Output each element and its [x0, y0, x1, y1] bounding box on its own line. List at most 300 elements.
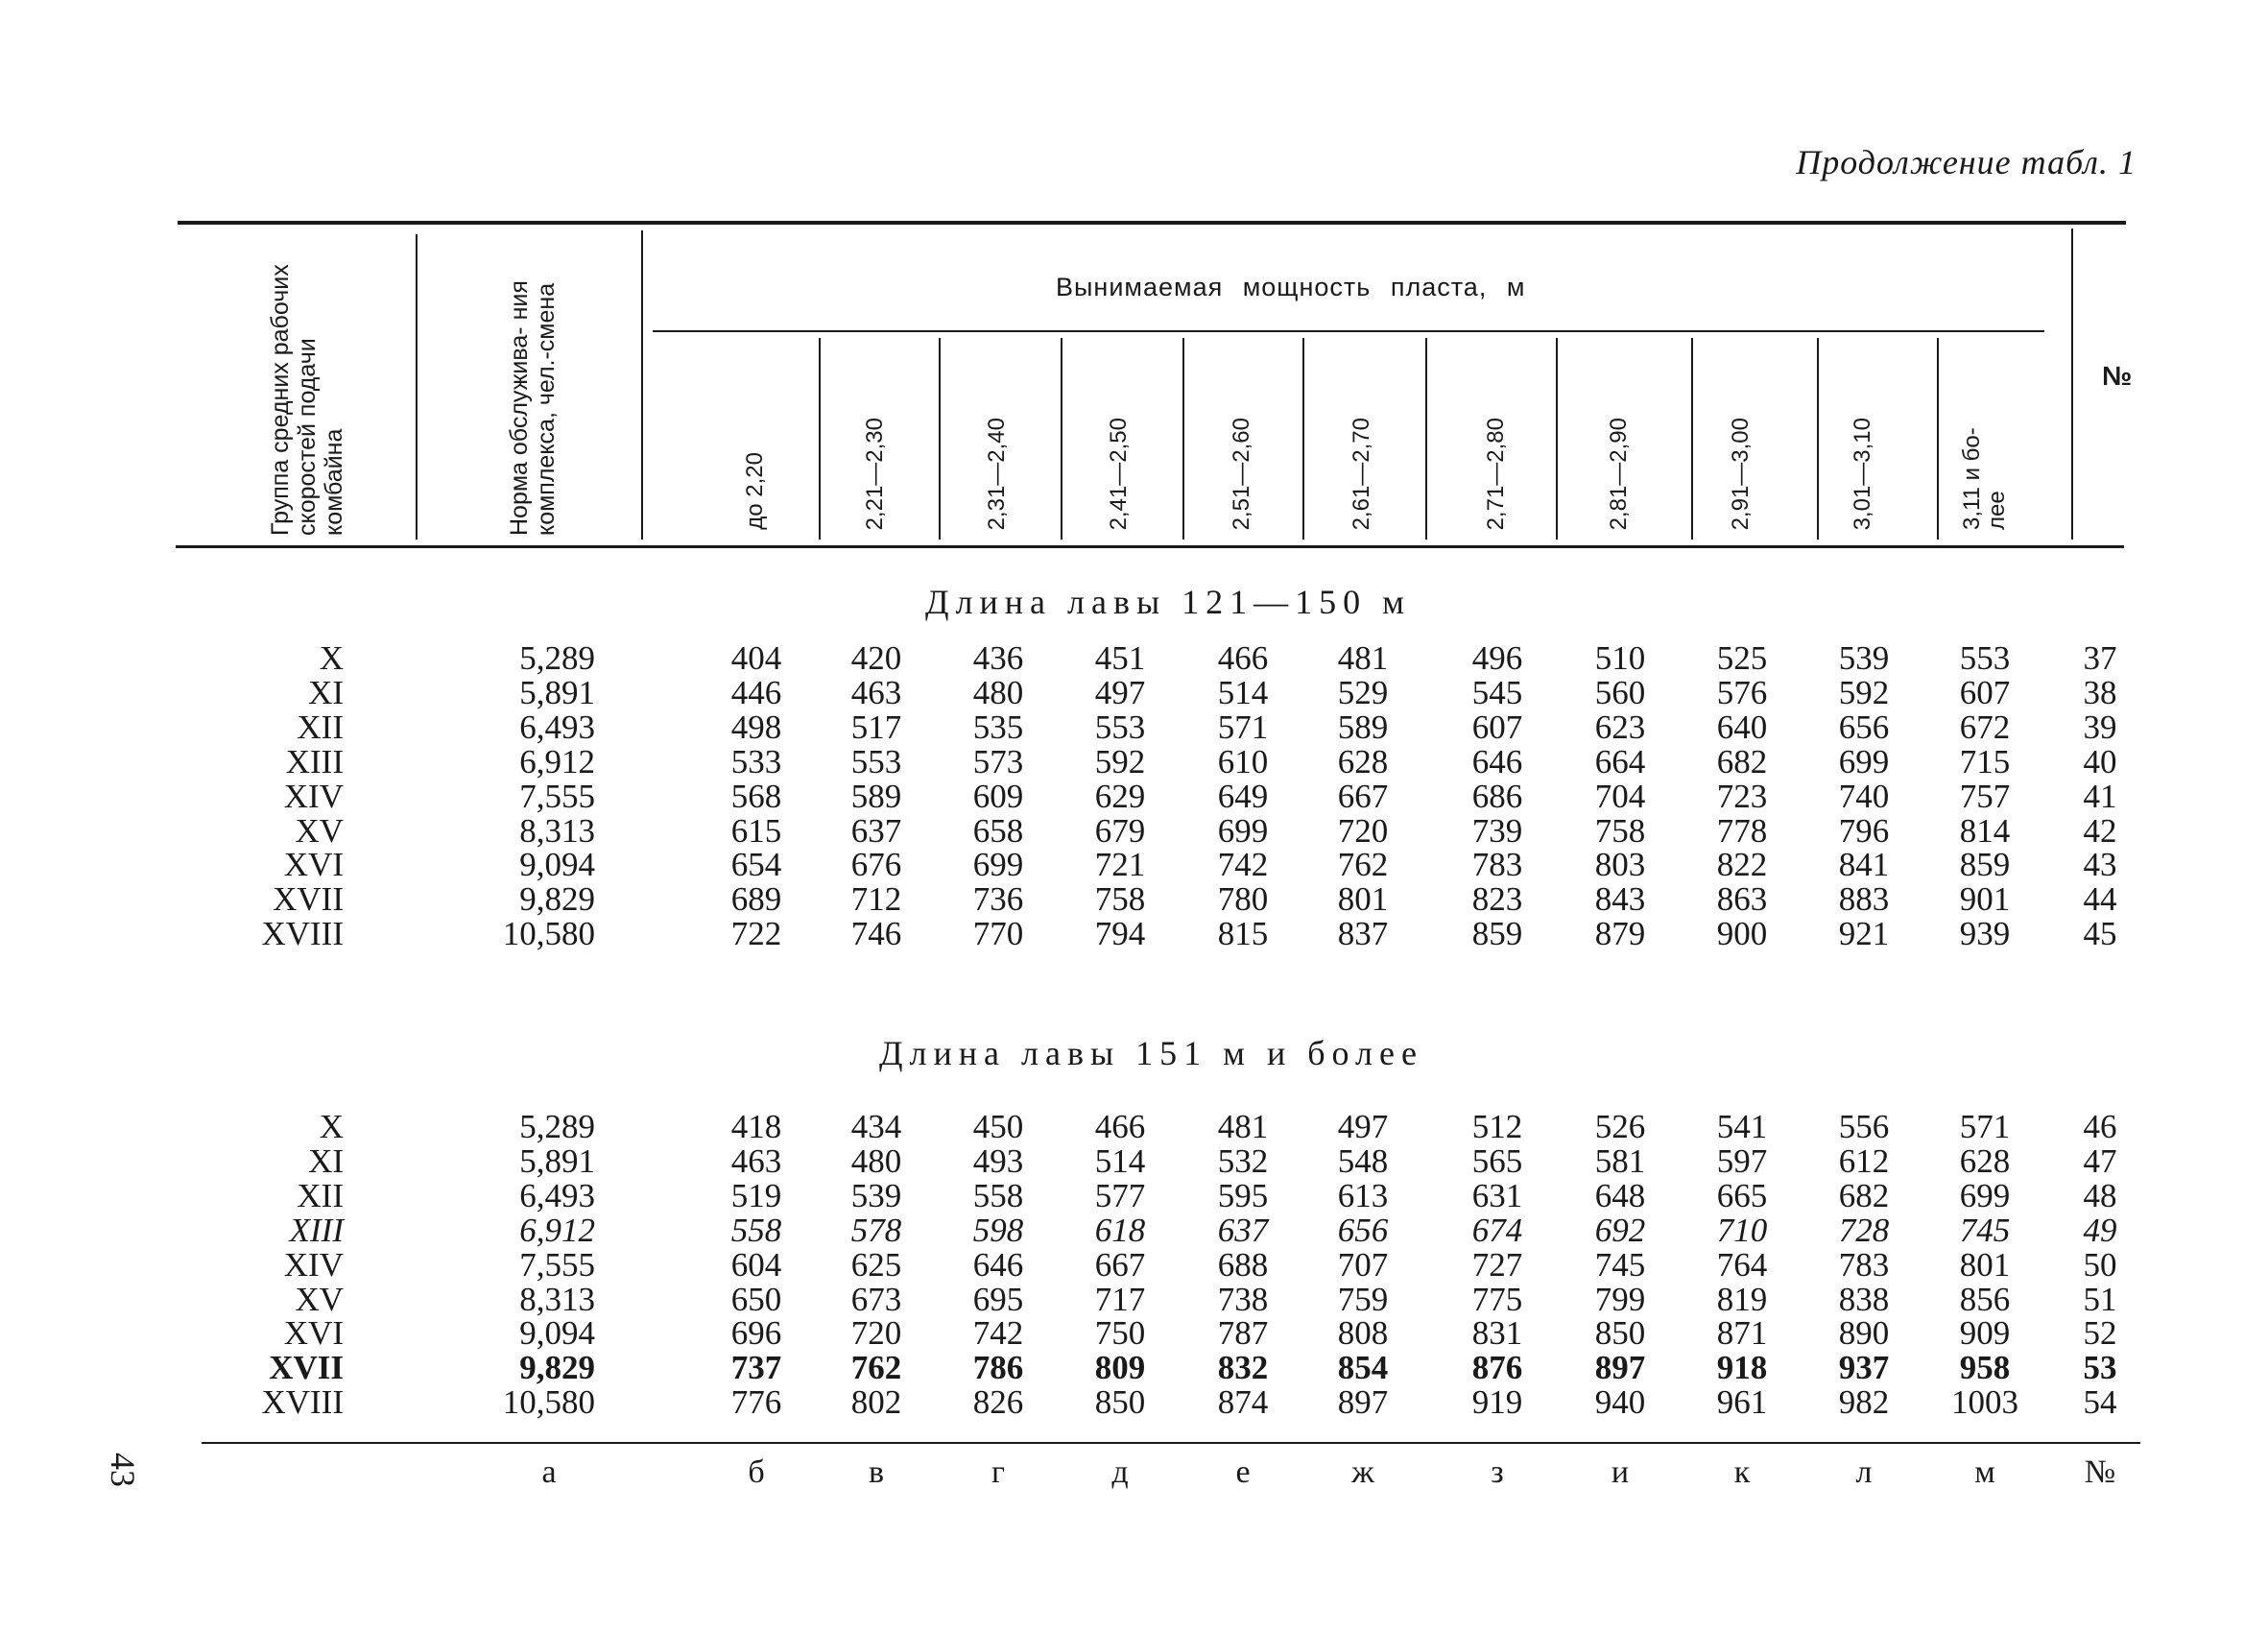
norm-cell: 6,493 [519, 708, 595, 746]
value-cell: 699 [1959, 1176, 2011, 1214]
value-cell: 420 [850, 639, 902, 677]
value-cell: 699 [972, 846, 1024, 884]
value-cell: 514 [1217, 673, 1269, 711]
value-cell: 658 [972, 811, 1024, 850]
row-number-cell: 37 [2083, 639, 2117, 677]
value-cell: 573 [972, 742, 1024, 780]
value-cell: 571 [1959, 1108, 2011, 1145]
group-cell: XII [297, 708, 344, 746]
footer-letter: б [748, 1454, 765, 1490]
value-cell: 597 [1716, 1141, 1768, 1180]
group-cell: XVIII [261, 915, 344, 953]
value-cell: 742 [1217, 846, 1269, 884]
row-number-cell: 48 [2083, 1176, 2117, 1214]
value-cell: 517 [850, 708, 902, 746]
value-cell: 667 [1337, 777, 1389, 815]
value-cell: 548 [1337, 1141, 1389, 1180]
value-cell: 799 [1594, 1280, 1646, 1318]
value-cell: 710 [1716, 1211, 1768, 1249]
thickness-column-header: 2,41—2,50 [1106, 417, 1132, 530]
value-cell: 625 [850, 1245, 902, 1284]
group-cell: X [319, 639, 344, 677]
row-number-cell: 42 [2083, 811, 2117, 850]
value-cell: 598 [972, 1211, 1024, 1249]
value-cell: 510 [1594, 639, 1646, 677]
group-cell: XIV [283, 777, 344, 815]
value-cell: 436 [972, 639, 1024, 677]
value-cell: 539 [1838, 639, 1890, 677]
value-cell: 832 [1217, 1349, 1269, 1387]
footer-rule [202, 1442, 2140, 1444]
value-cell: 637 [1217, 1211, 1269, 1249]
group-cell: XI [308, 1141, 344, 1180]
value-cell: 727 [1471, 1245, 1523, 1284]
value-cell: 568 [730, 777, 782, 815]
norm-cell: 5,289 [519, 1108, 595, 1145]
value-cell: 728 [1838, 1211, 1890, 1249]
top-rule [178, 221, 2126, 225]
value-cell: 682 [1838, 1176, 1890, 1214]
thickness-column-header: 3,01—3,10 [1850, 417, 1875, 530]
norm-cell: 9,829 [519, 880, 595, 919]
row-number-cell: 45 [2083, 915, 2117, 953]
norm-cell: 10,580 [502, 915, 595, 953]
column-divider [1061, 338, 1062, 540]
value-cell: 783 [1471, 846, 1523, 884]
value-cell: 649 [1217, 777, 1269, 815]
thickness-span-header: Вынимаемая мощность пласта, м [1056, 273, 1526, 301]
value-cell: 890 [1838, 1314, 1890, 1353]
page-number: 43 [104, 1453, 142, 1487]
value-cell: 446 [730, 673, 782, 711]
value-cell: 514 [1094, 1141, 1146, 1180]
column-divider [1302, 338, 1304, 540]
value-cell: 859 [1471, 915, 1523, 953]
value-cell: 939 [1959, 915, 2011, 953]
norm-cell: 10,580 [502, 1383, 595, 1422]
value-cell: 909 [1959, 1314, 2011, 1353]
value-cell: 560 [1594, 673, 1646, 711]
value-cell: 535 [972, 708, 1024, 746]
norm-cell: 5,289 [519, 639, 595, 677]
norm-cell: 6,493 [519, 1176, 595, 1214]
row-number-cell: 47 [2083, 1141, 2117, 1180]
value-cell: 780 [1217, 880, 1269, 919]
value-cell: 831 [1471, 1314, 1523, 1353]
group-cell: XVII [269, 1349, 344, 1387]
value-cell: 640 [1716, 708, 1768, 746]
value-cell: 682 [1716, 742, 1768, 780]
value-cell: 526 [1594, 1108, 1646, 1145]
group-cell: XIII [285, 742, 344, 780]
column-divider [819, 338, 821, 540]
value-cell: 692 [1594, 1211, 1646, 1249]
value-cell: 739 [1471, 811, 1523, 850]
value-cell: 776 [730, 1383, 782, 1422]
norm-cell: 9,094 [519, 846, 595, 884]
value-cell: 783 [1838, 1245, 1890, 1284]
value-cell: 803 [1594, 846, 1646, 884]
column-divider [1937, 338, 1939, 540]
span-rule [653, 330, 2044, 332]
value-cell: 823 [1471, 880, 1523, 919]
value-cell: 688 [1217, 1245, 1269, 1284]
value-cell: 480 [850, 1141, 902, 1180]
value-cell: 750 [1094, 1314, 1146, 1353]
value-cell: 704 [1594, 777, 1646, 815]
value-cell: 871 [1716, 1314, 1768, 1353]
row-number-cell: 43 [2083, 846, 2117, 884]
value-cell: 808 [1337, 1314, 1389, 1353]
value-cell: 553 [1959, 639, 2011, 677]
norm-cell: 8,313 [519, 811, 595, 850]
value-cell: 745 [1594, 1245, 1646, 1284]
value-cell: 434 [850, 1108, 902, 1145]
thickness-column-header: 3,11 и бо- лее [1959, 427, 2010, 530]
value-cell: 665 [1716, 1176, 1768, 1214]
value-cell: 958 [1959, 1349, 2011, 1387]
value-cell: 496 [1471, 639, 1523, 677]
value-cell: 613 [1337, 1176, 1389, 1214]
value-cell: 826 [972, 1383, 1024, 1422]
value-cell: 689 [730, 880, 782, 919]
norm-cell: 5,891 [519, 673, 595, 711]
value-cell: 796 [1838, 811, 1890, 850]
group-cell: XIV [283, 1245, 344, 1284]
value-cell: 674 [1471, 1211, 1523, 1249]
value-cell: 628 [1959, 1141, 2011, 1180]
value-cell: 576 [1716, 673, 1768, 711]
value-cell: 801 [1959, 1245, 2011, 1284]
value-cell: 723 [1716, 777, 1768, 815]
value-cell: 1003 [1951, 1383, 2018, 1422]
thickness-column-header: до 2,20 [742, 452, 768, 530]
value-cell: 673 [850, 1280, 902, 1318]
row-number-cell: 39 [2083, 708, 2117, 746]
value-cell: 553 [1094, 708, 1146, 746]
value-cell: 778 [1716, 811, 1768, 850]
value-cell: 481 [1217, 1108, 1269, 1145]
value-cell: 533 [730, 742, 782, 780]
value-cell: 874 [1217, 1383, 1269, 1422]
footer-letter: д [1111, 1454, 1129, 1490]
thickness-column-header: 2,61—2,70 [1349, 417, 1374, 530]
value-cell: 592 [1838, 673, 1890, 711]
norm-cell: 7,555 [519, 1245, 595, 1284]
value-cell: 525 [1716, 639, 1768, 677]
value-cell: 676 [850, 846, 902, 884]
value-cell: 721 [1094, 846, 1146, 884]
row-number-cell: 46 [2083, 1108, 2117, 1145]
value-cell: 607 [1471, 708, 1523, 746]
value-cell: 451 [1094, 639, 1146, 677]
value-cell: 737 [730, 1349, 782, 1387]
value-cell: 814 [1959, 811, 2011, 850]
thickness-column-header: 2,71—2,80 [1483, 417, 1509, 530]
footer-letter: № [2084, 1454, 2116, 1490]
value-cell: 664 [1594, 742, 1646, 780]
value-cell: 648 [1594, 1176, 1646, 1214]
footer-letter: г [991, 1454, 1005, 1490]
norm-column-header: Норма обслужива- ния комплекса, чел.-смена [506, 280, 560, 536]
section-title: Длина лавы 151 м и более [879, 1034, 1423, 1072]
value-cell: 466 [1217, 639, 1269, 677]
value-cell: 558 [972, 1176, 1024, 1214]
value-cell: 876 [1471, 1349, 1523, 1387]
value-cell: 794 [1094, 915, 1146, 953]
group-cell: XVI [283, 846, 344, 884]
value-cell: 581 [1594, 1141, 1646, 1180]
column-divider [1182, 338, 1184, 540]
value-cell: 742 [972, 1314, 1024, 1353]
norm-cell: 9,094 [519, 1314, 595, 1353]
thickness-column-header: 2,81—2,90 [1606, 417, 1632, 530]
norm-cell: 7,555 [519, 777, 595, 815]
footer-letter: а [541, 1454, 557, 1490]
value-cell: 592 [1094, 742, 1146, 780]
value-cell: 901 [1959, 880, 2011, 919]
value-cell: 656 [1337, 1211, 1389, 1249]
value-cell: 699 [1217, 811, 1269, 850]
group-column-header: Группа средних рабочих скоростей подачи комбайна [267, 264, 347, 536]
norm-cell: 6,912 [519, 742, 595, 780]
value-cell: 819 [1716, 1280, 1768, 1318]
value-cell: 577 [1094, 1176, 1146, 1214]
value-cell: 637 [850, 811, 902, 850]
thickness-column-header: 2,21—2,30 [862, 417, 888, 530]
value-cell: 463 [730, 1141, 782, 1180]
value-cell: 493 [972, 1141, 1024, 1180]
group-cell: XV [295, 811, 344, 850]
footer-letter: з [1491, 1454, 1504, 1490]
group-cell: XVII [273, 880, 344, 919]
value-cell: 578 [850, 1211, 902, 1249]
value-cell: 897 [1594, 1349, 1646, 1387]
column-divider [1425, 338, 1427, 540]
value-cell: 450 [972, 1108, 1024, 1145]
value-cell: 466 [1094, 1108, 1146, 1145]
group-cell: XII [297, 1176, 344, 1214]
value-cell: 519 [730, 1176, 782, 1214]
value-cell: 480 [972, 673, 1024, 711]
value-cell: 736 [972, 880, 1024, 919]
value-cell: 628 [1337, 742, 1389, 780]
value-cell: 512 [1471, 1108, 1523, 1145]
value-cell: 919 [1471, 1383, 1523, 1422]
value-cell: 854 [1337, 1349, 1389, 1387]
value-cell: 918 [1716, 1349, 1768, 1387]
group-cell: X [319, 1108, 344, 1145]
norm-cell: 9,829 [519, 1349, 595, 1387]
row-number-cell: 50 [2083, 1245, 2117, 1284]
value-cell: 937 [1838, 1349, 1890, 1387]
header-divider [2071, 228, 2073, 540]
value-cell: 940 [1594, 1383, 1646, 1422]
value-cell: 545 [1471, 673, 1523, 711]
value-cell: 764 [1716, 1245, 1768, 1284]
value-cell: 850 [1094, 1383, 1146, 1422]
value-cell: 565 [1471, 1141, 1523, 1180]
value-cell: 758 [1094, 880, 1146, 919]
value-cell: 707 [1337, 1245, 1389, 1284]
row-number-cell: 40 [2083, 742, 2117, 780]
value-cell: 615 [730, 811, 782, 850]
value-cell: 762 [1337, 846, 1389, 884]
footer-letter: к [1733, 1454, 1751, 1490]
value-cell: 982 [1838, 1383, 1890, 1422]
norm-cell: 5,891 [519, 1141, 595, 1180]
value-cell: 786 [972, 1349, 1024, 1387]
value-cell: 815 [1217, 915, 1269, 953]
header-bottom-rule [176, 545, 2124, 548]
value-cell: 553 [850, 742, 902, 780]
column-divider [1817, 338, 1819, 540]
value-cell: 529 [1337, 673, 1389, 711]
value-cell: 629 [1094, 777, 1146, 815]
value-cell: 699 [1838, 742, 1890, 780]
value-cell: 738 [1217, 1280, 1269, 1318]
row-number-cell: 38 [2083, 673, 2117, 711]
footer-letter: л [1855, 1454, 1873, 1490]
value-cell: 720 [1337, 811, 1389, 850]
value-cell: 841 [1838, 846, 1890, 884]
value-cell: 921 [1838, 915, 1890, 953]
value-cell: 859 [1959, 846, 2011, 884]
section-title: Длина лавы 121—150 м [925, 583, 1411, 621]
value-cell: 775 [1471, 1280, 1523, 1318]
column-divider [1556, 338, 1558, 540]
value-cell: 650 [730, 1280, 782, 1318]
value-cell: 745 [1959, 1211, 2011, 1249]
table-caption: Продолжение табл. 1 [1796, 143, 2137, 181]
value-cell: 672 [1959, 708, 2011, 746]
footer-letter: ж [1351, 1454, 1374, 1490]
value-cell: 497 [1337, 1108, 1389, 1145]
value-cell: 612 [1838, 1141, 1890, 1180]
value-cell: 609 [972, 777, 1024, 815]
row-number-cell: 54 [2083, 1383, 2117, 1422]
thickness-column-header: 2,91—3,00 [1728, 417, 1754, 530]
value-cell: 843 [1594, 880, 1646, 919]
header-divider [641, 230, 643, 540]
column-divider [1691, 338, 1693, 540]
value-cell: 589 [850, 777, 902, 815]
value-cell: 715 [1959, 742, 2011, 780]
thickness-column-header: 2,31—2,40 [984, 417, 1010, 530]
value-cell: 607 [1959, 673, 2011, 711]
value-cell: 695 [972, 1280, 1024, 1318]
value-cell: 850 [1594, 1314, 1646, 1353]
value-cell: 618 [1094, 1211, 1146, 1249]
value-cell: 720 [850, 1314, 902, 1353]
value-cell: 541 [1716, 1108, 1768, 1145]
value-cell: 787 [1217, 1314, 1269, 1353]
number-column-header: № [2102, 361, 2133, 391]
value-cell: 696 [730, 1314, 782, 1353]
header-divider [416, 234, 418, 540]
value-cell: 863 [1716, 880, 1768, 919]
value-cell: 822 [1716, 846, 1768, 884]
row-number-cell: 52 [2083, 1314, 2117, 1353]
value-cell: 801 [1337, 880, 1389, 919]
group-cell: XVI [283, 1314, 344, 1353]
footer-letter: е [1235, 1454, 1251, 1490]
footer-letter: м [1974, 1454, 1995, 1490]
value-cell: 897 [1337, 1383, 1389, 1422]
value-cell: 758 [1594, 811, 1646, 850]
value-cell: 631 [1471, 1176, 1523, 1214]
value-cell: 879 [1594, 915, 1646, 953]
value-cell: 654 [730, 846, 782, 884]
value-cell: 802 [850, 1383, 902, 1422]
value-cell: 539 [850, 1176, 902, 1214]
value-cell: 686 [1471, 777, 1523, 815]
value-cell: 722 [730, 915, 782, 953]
value-cell: 770 [972, 915, 1024, 953]
column-divider [939, 338, 941, 540]
value-cell: 532 [1217, 1141, 1269, 1180]
footer-letter: и [1611, 1454, 1630, 1490]
value-cell: 404 [730, 639, 782, 677]
value-cell: 740 [1838, 777, 1890, 815]
value-cell: 757 [1959, 777, 2011, 815]
value-cell: 900 [1716, 915, 1768, 953]
thickness-column-header: 2,51—2,60 [1229, 417, 1254, 530]
value-cell: 481 [1337, 639, 1389, 677]
value-cell: 838 [1838, 1280, 1890, 1318]
value-cell: 961 [1716, 1383, 1768, 1422]
value-cell: 717 [1094, 1280, 1146, 1318]
value-cell: 762 [850, 1349, 902, 1387]
value-cell: 558 [730, 1211, 782, 1249]
norm-cell: 6,912 [519, 1211, 595, 1249]
value-cell: 712 [850, 880, 902, 919]
norm-cell: 8,313 [519, 1280, 595, 1318]
value-cell: 498 [730, 708, 782, 746]
value-cell: 809 [1094, 1349, 1146, 1387]
value-cell: 883 [1838, 880, 1890, 919]
value-cell: 679 [1094, 811, 1146, 850]
value-cell: 837 [1337, 915, 1389, 953]
value-cell: 856 [1959, 1280, 2011, 1318]
group-cell: XIII [289, 1211, 344, 1249]
value-cell: 595 [1217, 1176, 1269, 1214]
group-cell: XI [308, 673, 344, 711]
value-cell: 610 [1217, 742, 1269, 780]
value-cell: 667 [1094, 1245, 1146, 1284]
value-cell: 463 [850, 673, 902, 711]
row-number-cell: 53 [2083, 1349, 2117, 1387]
value-cell: 571 [1217, 708, 1269, 746]
value-cell: 623 [1594, 708, 1646, 746]
value-cell: 604 [730, 1245, 782, 1284]
value-cell: 497 [1094, 673, 1146, 711]
value-cell: 746 [850, 915, 902, 953]
value-cell: 418 [730, 1108, 782, 1145]
value-cell: 656 [1838, 708, 1890, 746]
row-number-cell: 44 [2083, 880, 2117, 919]
group-cell: XV [295, 1280, 344, 1318]
row-number-cell: 49 [2083, 1211, 2117, 1249]
value-cell: 646 [972, 1245, 1024, 1284]
row-number-cell: 41 [2083, 777, 2117, 815]
value-cell: 646 [1471, 742, 1523, 780]
group-cell: XVIII [261, 1383, 344, 1422]
footer-letter: в [868, 1454, 885, 1490]
row-number-cell: 51 [2083, 1280, 2117, 1318]
value-cell: 589 [1337, 708, 1389, 746]
value-cell: 556 [1838, 1108, 1890, 1145]
